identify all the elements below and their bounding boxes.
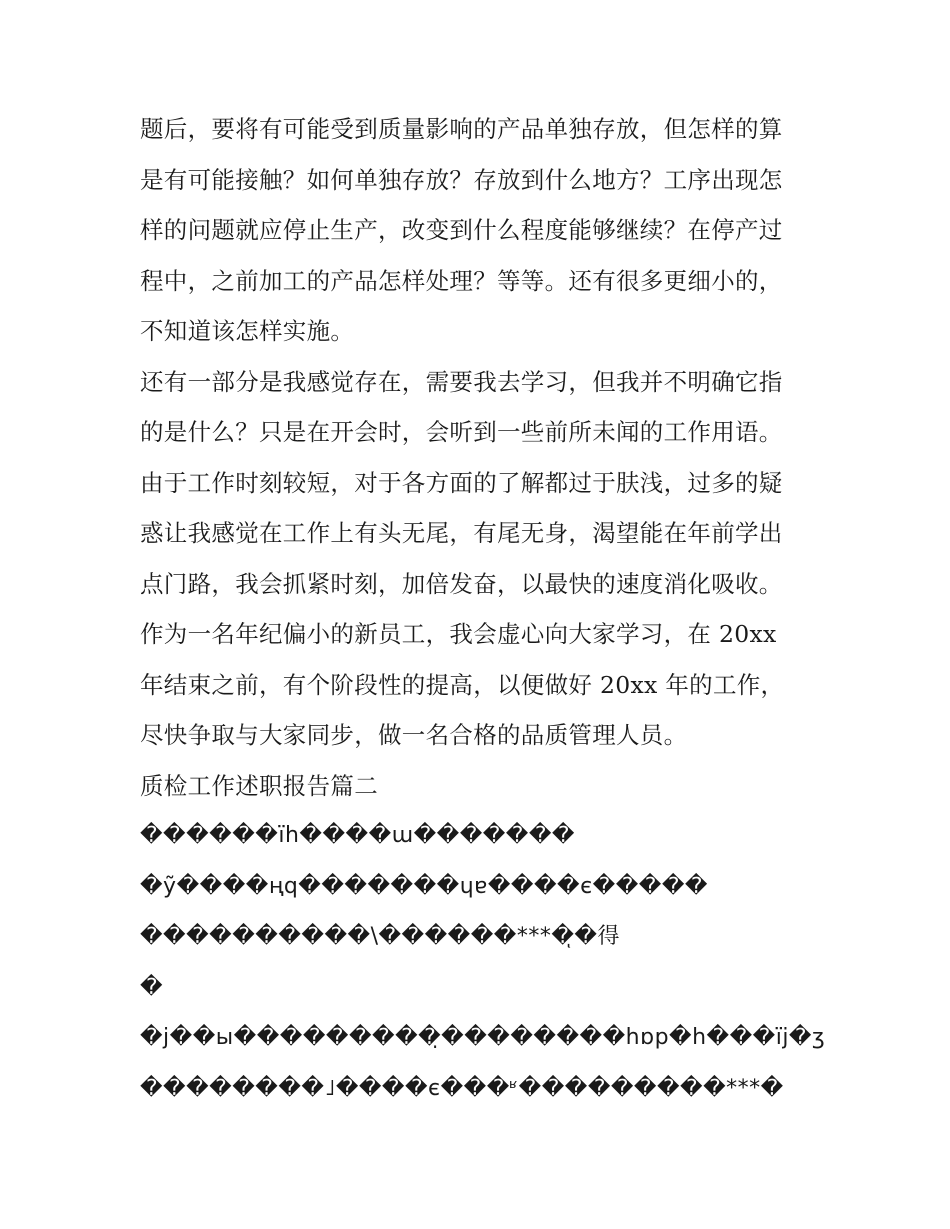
paragraph-line: 惑让我感觉在工作上有头无尾，有尾无身，渴望能在年前学出 (140, 519, 783, 547)
paragraph-line: 年结束之前，有个阶段性的提高，以便做好 20xx 年的工作， (140, 670, 785, 699)
garbled-text-line: ��������˩����є���ʶ���������***� (140, 1075, 784, 1101)
paragraph-line: 作为一名年纪偏小的新员工，我会虚心向大家学习，在 20xx (140, 620, 777, 648)
garbled-text-line: �j��ы���������̣��������hɒp�h���ïj�ʒ (140, 1025, 826, 1050)
paragraph-line: 由于工作时刻较短，对于各方面的了解都过于肤浅，过多的疑 (140, 468, 783, 497)
garbled-text-line: ������ïh����ɯ������� (140, 823, 575, 848)
garbled-text-line: �ỹ����ңq�������ɥɐ����є����� (140, 873, 708, 899)
paragraph-line: 的是什么？只是在开会时，会听到一些前所未闻的工作用语。 (140, 418, 783, 446)
document-body (140, 104, 826, 1114)
paragraph-line: 还有一部分是我感觉存在，需要我去学习，但我并不明确它指 (140, 367, 783, 396)
garbled-text-line: ����������\������***�ͅ�得 (140, 924, 620, 949)
paragraph-line: 尽快争取与大家同步，做一名合格的品质管理人员。 (140, 721, 688, 749)
paragraph-line: 是有可能接触？如何单独存放？存放到什么地方？工序出现怎 (140, 165, 783, 194)
paragraph-line: 不知道该怎样实施。 (140, 317, 355, 345)
paragraph-line: 样的问题就应停止生产，改变到什么程度能够继续？在停产过 (140, 216, 783, 244)
garbled-text-line: � (140, 974, 164, 1000)
paragraph-line: 题后，要将有可能受到质量影响的产品单独存放，但怎样的算 (140, 115, 783, 143)
section-heading: 质检工作述职报告篇二 (140, 771, 378, 800)
paragraph-line: 点门路，我会抓紧时刻，加倍发奋，以最快的速度消化吸收。 (140, 569, 783, 598)
paragraph-line: 程中，之前加工的产品怎样处理？等等。还有很多更细小的， (140, 266, 783, 295)
